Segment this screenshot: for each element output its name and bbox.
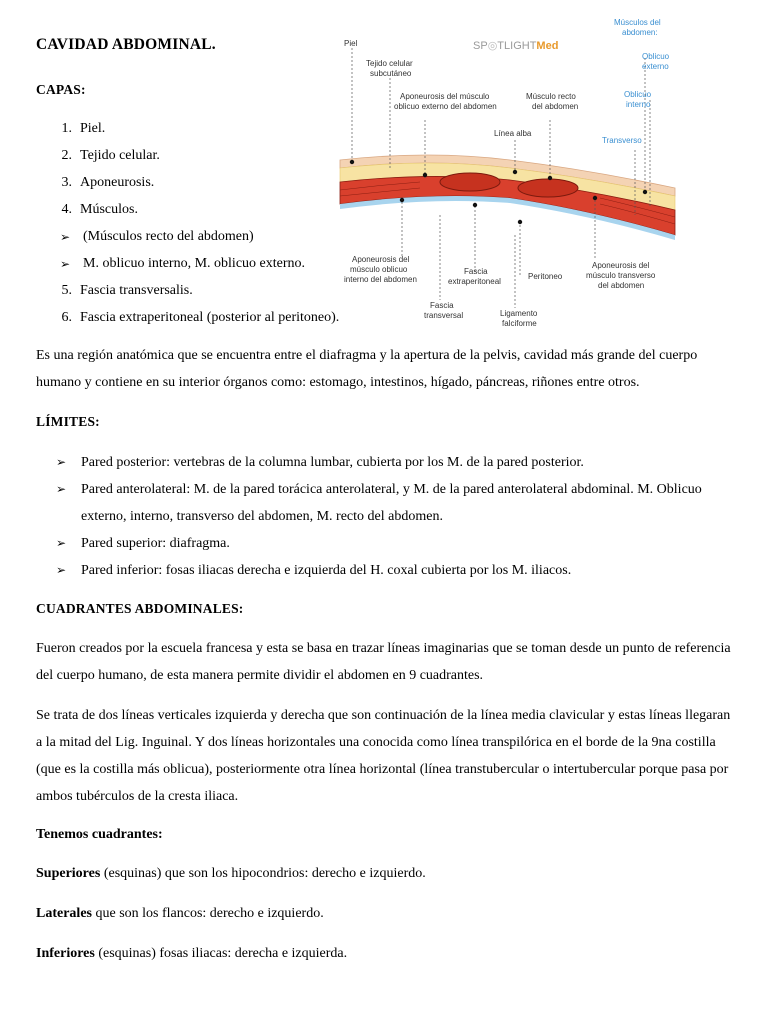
limites-item [56,449,716,476]
capas-item-text: Aponeurosis. [80,175,155,190]
label-fascia-extraperitoneal-2: extraperitoneal [448,277,501,286]
superiores-label: Superiores [36,866,101,881]
label-aponeurosis-interno-3: interno del abdomen [344,275,417,284]
limites-item [56,530,716,557]
laterales-line [36,904,324,924]
arrow-bullet-icon: ➢ [56,563,67,577]
label-fascia-transversal-2: transversal [424,311,464,320]
label-oblicuo-interno-2: interno [626,100,651,109]
laterales-text: que son los flancos: derecho e izquierdo. [91,906,324,921]
label-piel: Piel [344,39,358,48]
arrow-bullet-icon: ➢ [56,482,67,496]
label-peritoneo: Peritoneo [528,272,563,281]
limites-list [56,449,716,584]
limites-heading: LÍMITES: [36,414,100,429]
page-title: CAVIDAD ABDOMINAL. [36,36,216,53]
capas-item-text: Fascia extraperitoneal (posterior al peritoneo). [80,310,340,325]
inferiores-text: (esquinas) fosas iliacas: derecha e izquierda. [94,946,348,961]
capas-item-text: Piel. [80,121,106,136]
capas-item-number: 3. [61,175,72,190]
capas-item-text: M. oblicuo interno, M. oblicuo externo. [83,256,306,271]
limites-item-text: Pared posterior: vertebras de la columna lumbar, cubierta por los M. de la pared posterior. [81,455,584,470]
inferiores-line [36,944,347,964]
capas-item-number: 1. [61,121,72,136]
label-transverso: Transverso [602,136,642,145]
tenemos-heading: Tenemos cuadrantes: [36,827,163,842]
rectus-muscle-left [440,173,500,191]
intro-paragraph: Es una región anatómica que se encuentra entre el diafragma y la apertura de la pelvis, cavidad más grande del cuerpo humano y contiene en su interior órganos como: estomago, intestinos, hígado, páncreas, riñones entre otros. [36,348,698,390]
inferiores-label: Inferiores [36,946,95,961]
label-aponeurosis-transverso-3: del abdomen [598,281,645,290]
label-fascia-transversal: Fascia [430,301,454,310]
capas-item-number: 5. [61,283,72,298]
capas-item-number: 4. [61,202,72,217]
capas-item-text: Músculos. [80,202,138,217]
label-ligamento-falciforme: Ligamento [500,309,538,318]
limites-item [56,557,716,584]
arrow-bullet-icon: ➢ [56,455,67,469]
label-aponeurosis-externo-2: oblicuo externo del abdomen [394,102,497,111]
brand-logo: SP◎TLIGHTMed [473,40,559,52]
arrow-bullet-icon: ➢ [56,536,67,550]
label-ligamento-falciforme-2: falciforme [502,319,537,328]
label-tejido-celular-2: subcutáneo [370,69,412,78]
capas-heading: CAPAS: [36,82,86,97]
abdominal-wall-diagram [330,10,690,340]
cuadrantes-paragraph-2: Se trata de dos líneas verticales izquierda y derecha que son continuación de la línea media clavicular y estas líneas llegaran a la mitad del Lig. Inguinal. Y dos líneas horizontales una conocida como línea transpilórica en el borde de la 9na costilla (que es la costilla más oblicua), posteriormente otra línea horizontal (línea transtubercular o intertubercular porque pasa por ambos tubérculos de la cresta iliaca. [36,708,731,804]
capas-item-text: Tejido celular. [80,148,160,163]
label-aponeurosis-interno: Aponeurosis del [352,255,410,264]
capas-item-text: (Músculos recto del abdomen) [83,229,254,244]
laterales-label: Laterales [36,906,92,921]
label-oblicuo-externo-2: externo [642,62,669,71]
label-aponeurosis-interno-2: músculo oblicuo [350,265,408,274]
label-tejido-celular: Tejido celular [366,59,413,68]
label-aponeurosis-transverso-2: músculo transverso [586,271,656,280]
cuadrantes-heading: CUADRANTES ABDOMINALES: [36,601,244,616]
label-musculos-abdomen-2: abdomen: [622,28,658,37]
label-oblicuo-externo: Oblicuo [642,52,670,61]
limites-item-text: Pared anterolateral: M. de la pared torácica anterolateral, y M. de la pared anterolateral abdominal. M. Oblicuo externo, interno, transverso del abdomen, M. recto del abdomen. [81,482,702,524]
label-fascia-extraperitoneal: Fascia [464,267,488,276]
arrow-bullet-icon: ➢ [60,257,71,271]
limites-item [56,476,716,530]
label-musculos-abdomen: Músculos del [614,18,661,27]
limites-item-text: Pared superior: diafragma. [81,536,230,551]
label-linea-alba: Línea alba [494,129,532,138]
cuadrantes-paragraph-1: Fueron creados por la escuela francesa y esta se basa en trazar líneas imaginarias que se toman desde un punto de referencia del cuerpo humano, de esta manera permite dividir el abdomen en 9 cuadrantes. [36,641,731,683]
label-musculo-recto: Músculo recto [526,92,576,101]
capas-item-number: 2. [61,148,72,163]
label-oblicuo-interno: Oblicuo [624,90,652,99]
label-aponeurosis-externo: Aponeurosis del músculo [400,92,490,101]
label-aponeurosis-transverso: Aponeurosis del [592,261,650,270]
superiores-text: (esquinas) que son los hipocondrios: derecho e izquierdo. [100,866,426,881]
superiores-line [36,864,426,884]
arrow-bullet-icon: ➢ [60,230,71,244]
limites-item-text: Pared inferior: fosas iliacas derecha e izquierda del H. coxal cubierta por los M. iliacos. [81,563,572,578]
rectus-muscle-right [518,179,578,197]
capas-item-text: Fascia transversalis. [80,283,193,298]
capas-item-number: 6. [61,310,72,325]
label-musculo-recto-2: del abdomen [532,102,579,111]
